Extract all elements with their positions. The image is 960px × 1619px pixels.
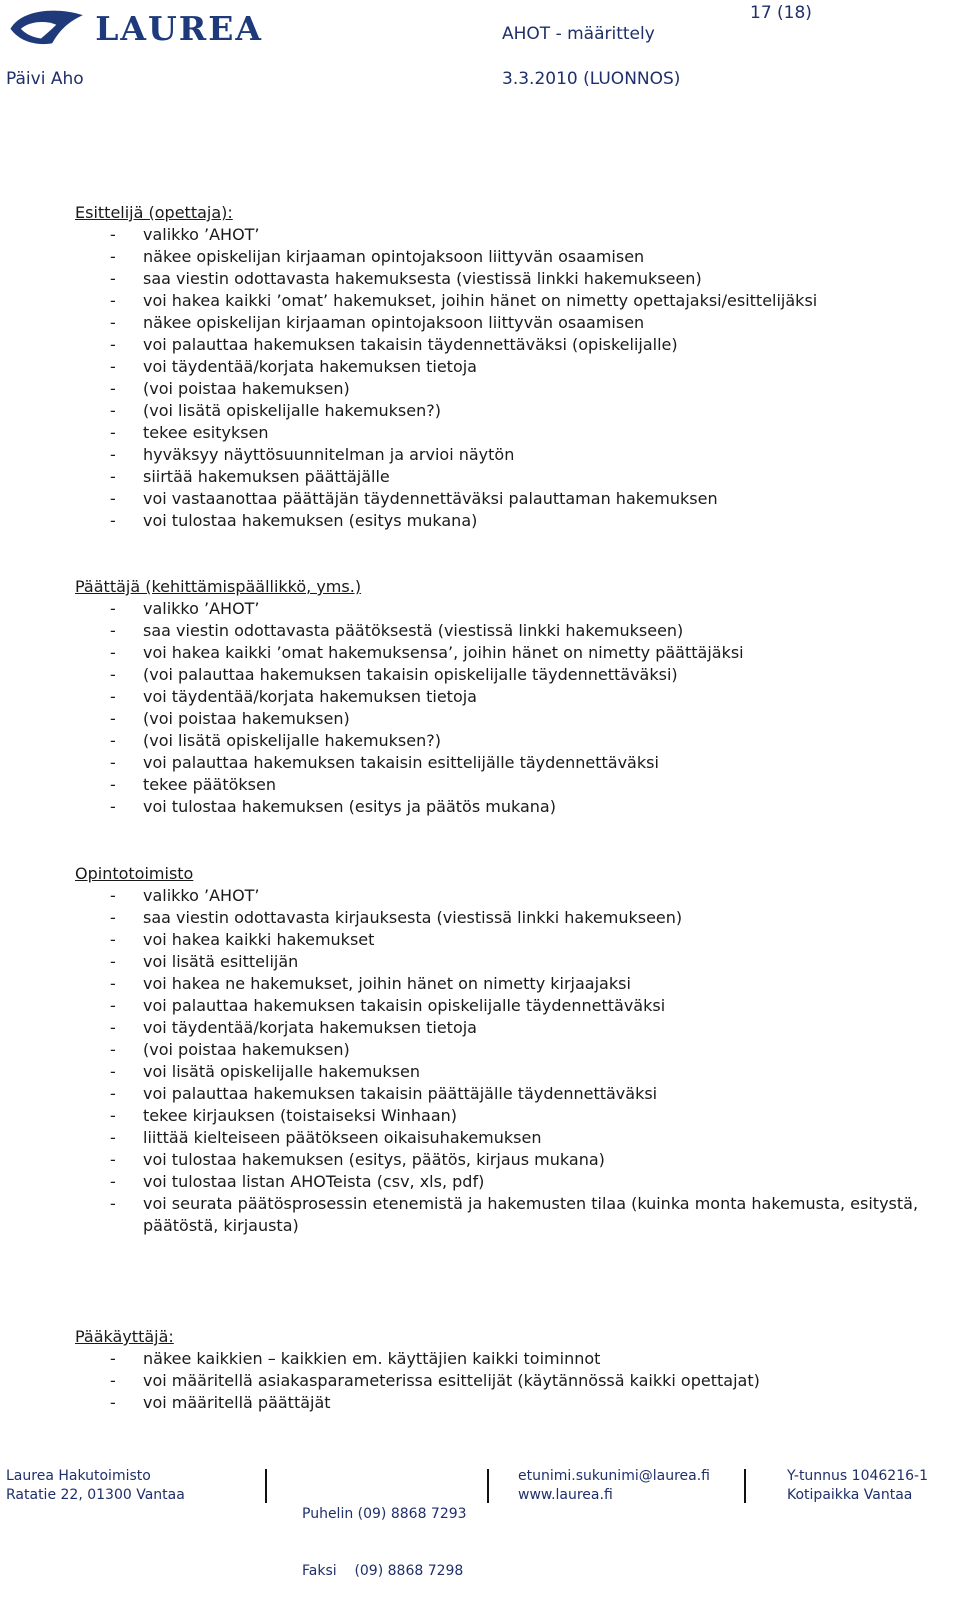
laurea-logo — [8, 2, 263, 54]
list-item: - voi tulostaa hakemuksen (esitys mukana) — [75, 510, 817, 532]
list-item: - siirtää hakemuksen päättäjälle — [75, 466, 817, 488]
role-list — [75, 885, 960, 1237]
list-item: - tekee esityksen — [75, 422, 817, 444]
footer-divider — [744, 1469, 746, 1503]
footer-business-id: Y-tunnus 1046216-1 — [787, 1468, 928, 1484]
footer-domicile: Kotipaikka Vantaa — [787, 1487, 913, 1503]
laurea-emblem-icon — [8, 3, 85, 53]
list-item: - näkee opiskelijan kirjaaman opintojaksoon liittyvän osaamisen — [75, 312, 817, 334]
list-item: - voi tulostaa hakemuksen (esitys ja päätös mukana) — [75, 796, 744, 818]
footer-email: etunimi.sukunimi@laurea.fi — [518, 1468, 710, 1484]
role-list — [75, 224, 817, 532]
list-item: - voi palauttaa hakemuksen takaisin esittelijälle täydennettäväksi — [75, 752, 744, 774]
list-item: - voi täydentää/korjata hakemuksen tietoja — [75, 356, 817, 378]
footer-divider — [265, 1469, 267, 1503]
document-title: AHOT - määrittely — [502, 24, 655, 44]
list-item: - voi tulostaa hakemuksen (esitys, päätös, kirjaus mukana) — [75, 1149, 960, 1171]
list-item: - näkee opiskelijan kirjaaman opintojaksoon liittyvän osaamisen — [75, 246, 817, 268]
list-item: - liittää kielteiseen päätökseen oikaisuhakemuksen — [75, 1127, 960, 1149]
list-item: - voi hakea kaikki ’omat hakemuksensa’, joihin hänet on nimetty päättäjäksi — [75, 642, 744, 664]
footer-street: Ratatie 22, 01300 Vantaa — [6, 1487, 185, 1503]
list-item: - valikko ’AHOT’ — [75, 598, 744, 620]
footer-phone — [302, 1467, 467, 1619]
list-item: - voi seurata päätösprosessin etenemistä ja hakemusten tilaa (kuinka monta hakemusta, esitystä, päätöstä, kirjausta) — [75, 1193, 960, 1237]
list-item: - valikko ’AHOT’ — [75, 885, 960, 907]
section-title: Päättäjä (kehittämispäällikkö, yms.) — [75, 577, 362, 596]
list-item: - voi määritellä päättäjät — [75, 1392, 760, 1414]
footer-website: www.laurea.fi — [518, 1487, 613, 1503]
footer-phone-number: Puhelin (09) 8868 7293 — [302, 1506, 467, 1522]
footer-divider — [487, 1469, 489, 1503]
list-item: - (voi palauttaa hakemuksen takaisin opiskelijalle täydennettäväksi) — [75, 664, 744, 686]
list-item: - voi palauttaa hakemuksen takaisin opiskelijalle täydennettäväksi — [75, 995, 960, 1017]
list-item: - voi täydentää/korjata hakemuksen tietoja — [75, 1017, 960, 1039]
section-esittelija — [75, 202, 817, 532]
list-item: - (voi poistaa hakemuksen) — [75, 1039, 960, 1061]
section-opintotoimisto — [75, 863, 960, 1237]
list-item: - voi vastaanottaa päättäjän täydennettäväksi palauttaman hakemuksen — [75, 488, 817, 510]
section-title: Pääkäyttäjä: — [75, 1327, 174, 1346]
list-item: - voi määritellä asiakasparameterissa esittelijät (käytännössä kaikki opettajat) — [75, 1370, 760, 1392]
footer-web — [518, 1467, 710, 1505]
list-item: - voi lisätä opiskelijalle hakemuksen — [75, 1061, 960, 1083]
list-item: - voi hakea ne hakemukset, joihin hänet on nimetty kirjaajaksi — [75, 973, 960, 995]
list-item: - valikko ’AHOT’ — [75, 224, 817, 246]
list-item: - (voi lisätä opiskelijalle hakemuksen?) — [75, 730, 744, 752]
footer-office-name: Laurea Hakutoimisto — [6, 1468, 151, 1484]
list-item: - saa viestin odottavasta kirjauksesta (viestissä linkki hakemukseen) — [75, 907, 960, 929]
list-item: - saa viestin odottavasta hakemuksesta (viestissä linkki hakemukseen) — [75, 268, 817, 290]
footer-address — [6, 1467, 185, 1505]
list-item: - voi lisätä esittelijän — [75, 951, 960, 973]
page-number: 17 (18) — [750, 3, 812, 23]
list-item: - (voi lisätä opiskelijalle hakemuksen?) — [75, 400, 817, 422]
list-item: - hyväksyy näyttösuunnitelman ja arvioi näytön — [75, 444, 817, 466]
list-item: - voi tulostaa listan AHOTeista (csv, xls, pdf) — [75, 1171, 960, 1193]
list-item: - voi hakea kaikki hakemukset — [75, 929, 960, 951]
section-paattaja — [75, 576, 744, 818]
section-title: Opintotoimisto — [75, 864, 194, 883]
list-item: - voi täydentää/korjata hakemuksen tietoja — [75, 686, 744, 708]
document-date: 3.3.2010 (LUONNOS) — [502, 69, 681, 89]
section-paakayttaja — [75, 1326, 760, 1414]
logo-wordmark: LAUREA — [95, 8, 263, 48]
list-item: - voi palauttaa hakemuksen takaisin päättäjälle täydennettäväksi — [75, 1083, 960, 1105]
footer-fax-number: Faksi (09) 8868 7298 — [302, 1563, 464, 1579]
list-item: - (voi poistaa hakemuksen) — [75, 378, 817, 400]
section-title: Esittelijä (opettaja): — [75, 203, 233, 222]
list-item: - voi palauttaa hakemuksen takaisin täydennettäväksi (opiskelijalle) — [75, 334, 817, 356]
role-list — [75, 598, 744, 818]
list-item: - saa viestin odottavasta päätöksestä (viestissä linkki hakemukseen) — [75, 620, 744, 642]
role-list — [75, 1348, 760, 1414]
list-item: - tekee päätöksen — [75, 774, 744, 796]
page-footer — [0, 1467, 960, 1579]
list-item: - näkee kaikkien – kaikkien em. käyttäjien kaikki toiminnot — [75, 1348, 760, 1370]
list-item: - (voi poistaa hakemuksen) — [75, 708, 744, 730]
author: Päivi Aho — [6, 69, 84, 89]
list-item: - tekee kirjauksen (toistaiseksi Winhaan) — [75, 1105, 960, 1127]
list-item: - voi hakea kaikki ’omat’ hakemukset, joihin hänet on nimetty opettajaksi/esittelijäksi — [75, 290, 817, 312]
footer-company — [787, 1467, 928, 1505]
